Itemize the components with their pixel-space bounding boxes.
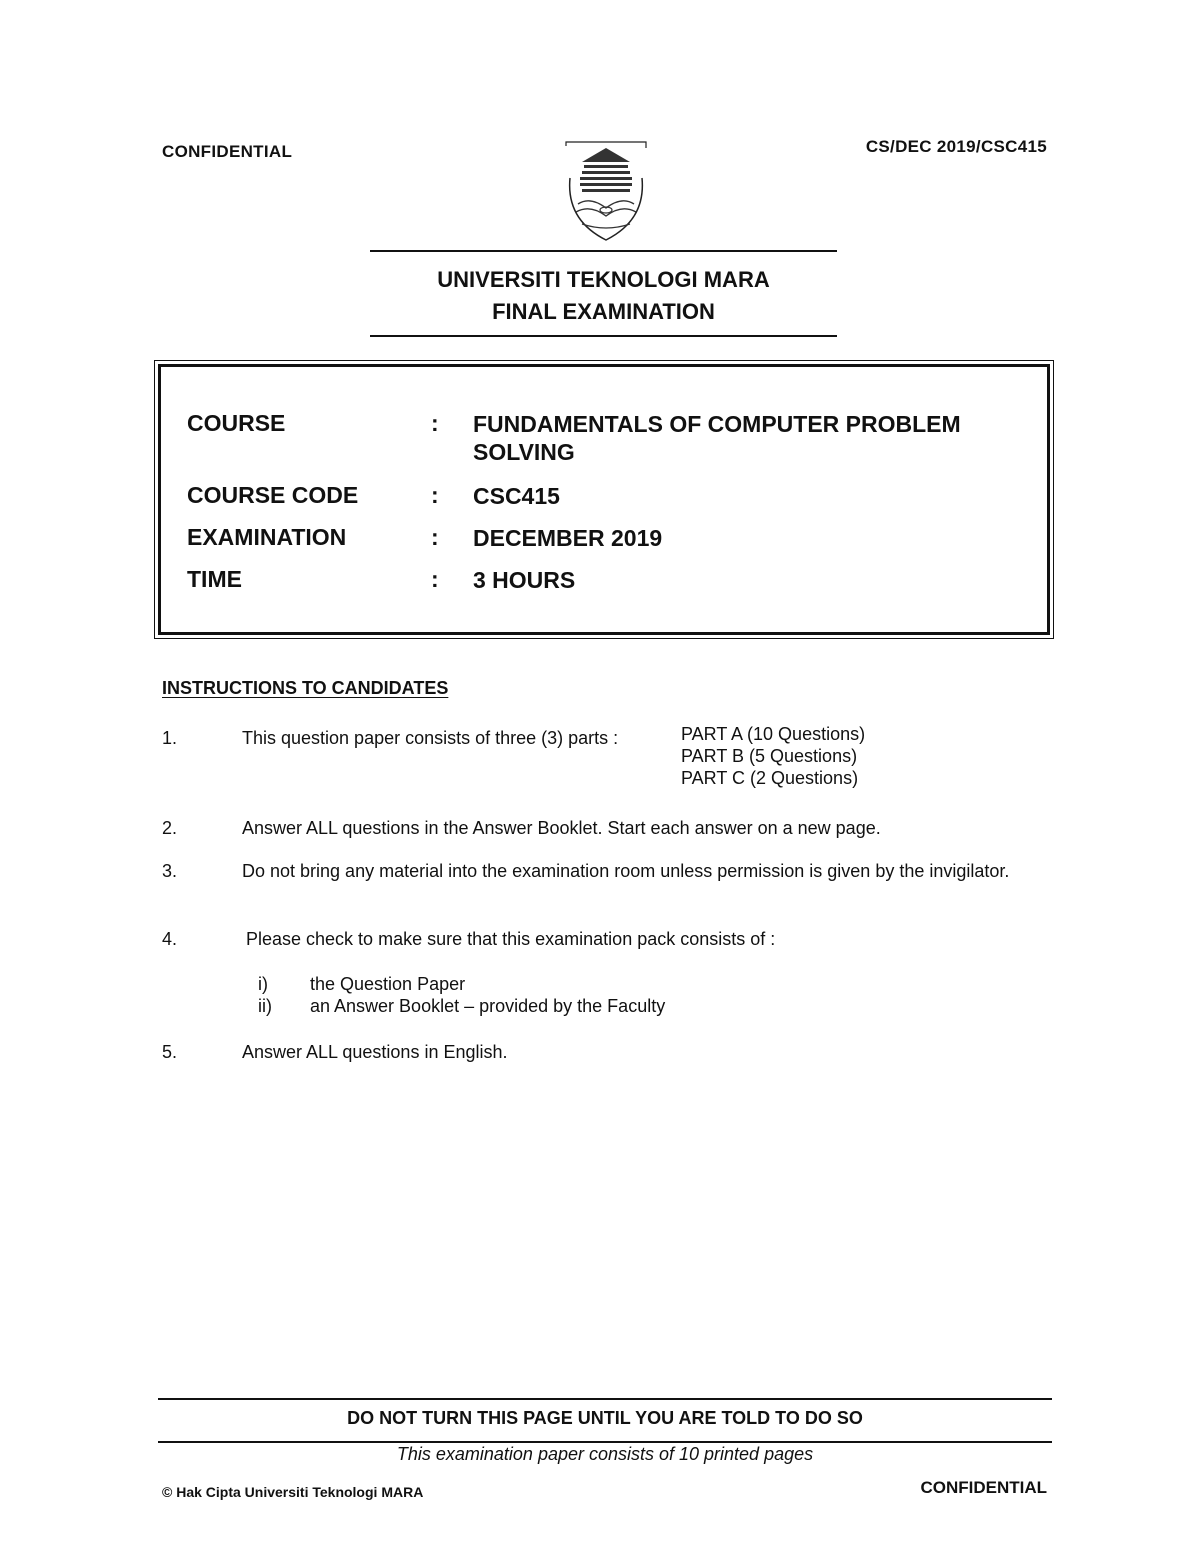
instruction-1 xyxy=(162,724,1052,797)
title-top-rule xyxy=(370,250,837,252)
course-code-colon: : xyxy=(431,482,439,508)
header-confidential: CONFIDENTIAL xyxy=(162,142,293,161)
course-label: COURSE xyxy=(187,410,286,436)
university-crest-icon xyxy=(560,138,652,246)
footer-pages-note: This examination paper consists of 10 printed pages xyxy=(396,1444,814,1464)
instruction-number: 4. xyxy=(162,929,178,949)
instruction-text: This question paper consists of three (3) parts : xyxy=(242,728,619,748)
instruction-5 xyxy=(162,1041,1052,1065)
instruction-text: Answer ALL questions in English. xyxy=(242,1042,508,1062)
footer-copyright: © Hak Cipta Universiti Teknologi MARA xyxy=(162,1484,424,1500)
examination-value: DECEMBER 2019 xyxy=(473,525,663,551)
subitem-roman: i) xyxy=(258,974,268,994)
instruction-number: 2. xyxy=(162,818,178,838)
instruction-text: Answer ALL questions in the Answer Booklet. Start each answer on a new page. xyxy=(242,818,881,838)
instruction-3 xyxy=(162,860,1052,910)
course-value: FUNDAMENTALS OF COMPUTER PROBLEM SOLVING xyxy=(473,411,961,465)
part-a: PART A (10 Questions) xyxy=(681,724,866,744)
subitem-roman: ii) xyxy=(258,996,272,1016)
instruction-2 xyxy=(162,817,1052,841)
instruction-text: Do not bring any material into the examination room unless permission is given by the invigilator. xyxy=(242,861,1010,881)
header-paper-code: CS/DEC 2019/CSC415 xyxy=(865,137,1047,156)
subitem-text: the Question Paper xyxy=(310,974,466,994)
footer-warning: DO NOT TURN THIS PAGE UNTIL YOU ARE TOLD TO DO SO xyxy=(347,1408,863,1428)
course-colon: : xyxy=(431,410,439,436)
title-bottom-rule xyxy=(370,335,837,337)
subitem-text: an Answer Booklet – provided by the Faculty xyxy=(310,996,666,1016)
examination-colon: : xyxy=(431,524,439,550)
course-details-box xyxy=(158,364,1050,635)
footer-bottom-rule xyxy=(158,1441,1052,1443)
footer-top-rule xyxy=(158,1398,1052,1400)
title-block xyxy=(370,264,837,328)
instruction-number: 3. xyxy=(162,861,178,881)
footer-confidential: CONFIDENTIAL xyxy=(920,1478,1047,1497)
part-c: PART C (2 Questions) xyxy=(681,768,859,788)
instructions-heading: INSTRUCTIONS TO CANDIDATES xyxy=(162,678,449,698)
time-label: TIME xyxy=(187,566,242,592)
exam-type: FINAL EXAMINATION xyxy=(492,299,715,324)
time-colon: : xyxy=(431,566,439,592)
instruction-number: 5. xyxy=(162,1042,178,1062)
university-name: UNIVERSITI TEKNOLOGI MARA xyxy=(437,267,770,292)
part-b: PART B (5 Questions) xyxy=(681,746,858,766)
examination-label: EXAMINATION xyxy=(187,524,347,550)
parts-list xyxy=(681,723,865,789)
time-value: 3 HOURS xyxy=(473,567,576,593)
course-code-value: CSC415 xyxy=(473,483,560,509)
instruction-4 xyxy=(162,928,1052,1018)
instruction-number: 1. xyxy=(162,728,178,748)
course-code-label: COURSE CODE xyxy=(187,482,359,508)
instruction-text: Please check to make sure that this examination pack consists of : xyxy=(246,929,776,949)
